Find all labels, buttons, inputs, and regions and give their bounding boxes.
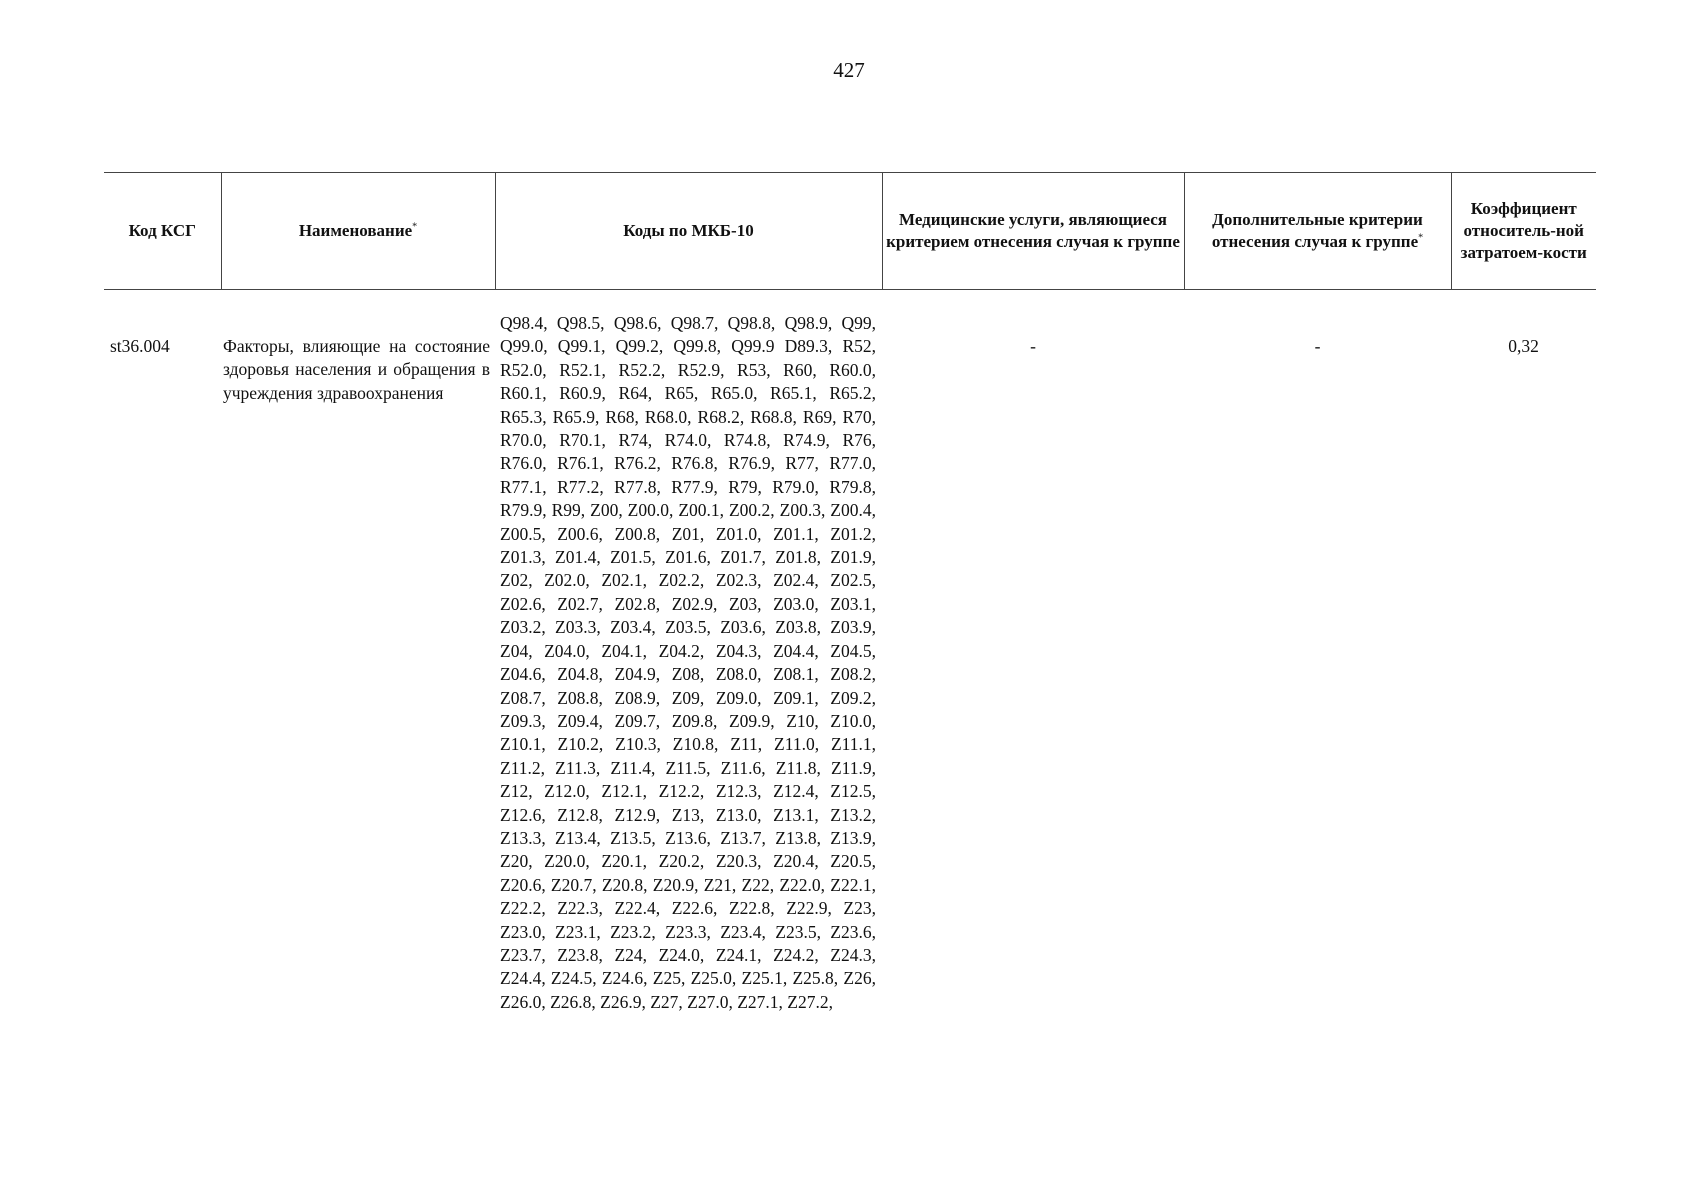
header-additional-criteria: Дополнительные критерии отнесения случая к группе* xyxy=(1184,173,1451,290)
header-mkb-codes: Коды по МКБ-10 xyxy=(495,173,882,290)
table-row xyxy=(104,290,1596,1015)
page-number: 427 xyxy=(833,58,865,82)
header-code: Код КСГ xyxy=(104,173,221,290)
cell-name: Факторы, влияющие на состояние здоровья населения и обращения в учреждения здравоохранения xyxy=(223,336,490,403)
ksg-table xyxy=(104,172,1596,1014)
footnote-mark: * xyxy=(1418,232,1424,244)
header-name: Наименование* xyxy=(221,173,495,290)
footnote-mark: * xyxy=(412,221,418,233)
cell-coefficient: 0,32 xyxy=(1508,336,1539,356)
cell-mkb-codes: Q98.4, Q98.5, Q98.6, Q98.7, Q98.8, Q98.9, Q99, Q99.0, Q99.1, Q99.2, Q99.8, Q99.9 D89.3, R52, R52.0, R52.1, R52.2, R52.9, R53, R60, R60.0, R60.1, R60.9, R64, R65, R65.0, R65.1, R65.2, R65.3, R65.9, R68, R68.0, R68.2, R68.8, R69, R70, R70.0, R70.1, R74, R74.0, R74.8, R74.9, R76, R76.0, R76.1, R76.2, R76.8, R76.9, R77, R77.0, R77.1, R77.2, R77.8, R77.9, R79, R79.0, R79.8, R79.9, R99, Z00, Z00.0, Z00.1, Z00.2, Z00.3, Z00.4, Z00.5, Z00.6, Z00.8, Z01, Z01.0, Z01.1, Z01.2, Z01.3, Z01.4, Z01.5, Z01.6, Z01.7, Z01.8, Z01.9, Z02, Z02.0, Z02.1, Z02.2, Z02.3, Z02.4, Z02.5, Z02.6, Z02.7, Z02.8, Z02.9, Z03, Z03.0, Z03.1, Z03.2, Z03.3, Z03.4, Z03.5, Z03.6, Z03.8, Z03.9, Z04, Z04.0, Z04.1, Z04.2, Z04.3, Z04.4, Z04.5, Z04.6, Z04.8, Z04.9, Z08, Z08.0, Z08.1, Z08.2, Z08.7, Z08.8, Z08.9, Z09, Z09.0, Z09.1, Z09.2, Z09.3, Z09.4, Z09.7, Z09.8, Z09.9, Z10, Z10.0, Z10.1, Z10.2, Z10.3, Z10.8, Z11, Z11.0, Z11.1, Z11.2, Z11.3, Z11.4, Z11.5, Z11.6, Z11.8, Z11.9, Z12, Z12.0, Z12.1, Z12.2, Z12.3, Z12.4, Z12.5, Z12.6, Z12.8, Z12.9, Z13, Z13.0, Z13.1, Z13.2, Z13.3, Z13.4, Z13.5, Z13.6, Z13.7, Z13.8, Z13.9, Z20, Z20.0, Z20.1, Z20.2, Z20.3, Z20.4, Z20.5, Z20.6, Z20.7, Z20.8, Z20.9, Z21, Z22, Z22.0, Z22.1, Z22.2, Z22.3, Z22.4, Z22.6, Z22.8, Z22.9, Z23, Z23.0, Z23.1, Z23.2, Z23.3, Z23.4, Z23.5, Z23.6, Z23.7, Z23.8, Z24, Z24.0, Z24.1, Z24.2, Z24.3, Z24.4, Z24.5, Z24.6, Z25, Z25.0, Z25.1, Z25.8, Z26, Z26.0, Z26.8, Z26.9, Z27, Z27.0, Z27.1, Z27.2, xyxy=(500,313,876,1012)
table-header-row xyxy=(104,173,1596,290)
cell-medical-services: - xyxy=(1030,336,1036,356)
cell-code: st36.004 xyxy=(110,336,170,356)
cell-additional-criteria: - xyxy=(1314,336,1321,356)
header-coefficient: Коэффициент относитель-ной затратоем-кости xyxy=(1451,173,1596,290)
header-medical-services: Медицинские услуги, являющиеся критерием отнесения случая к группе xyxy=(882,173,1184,290)
